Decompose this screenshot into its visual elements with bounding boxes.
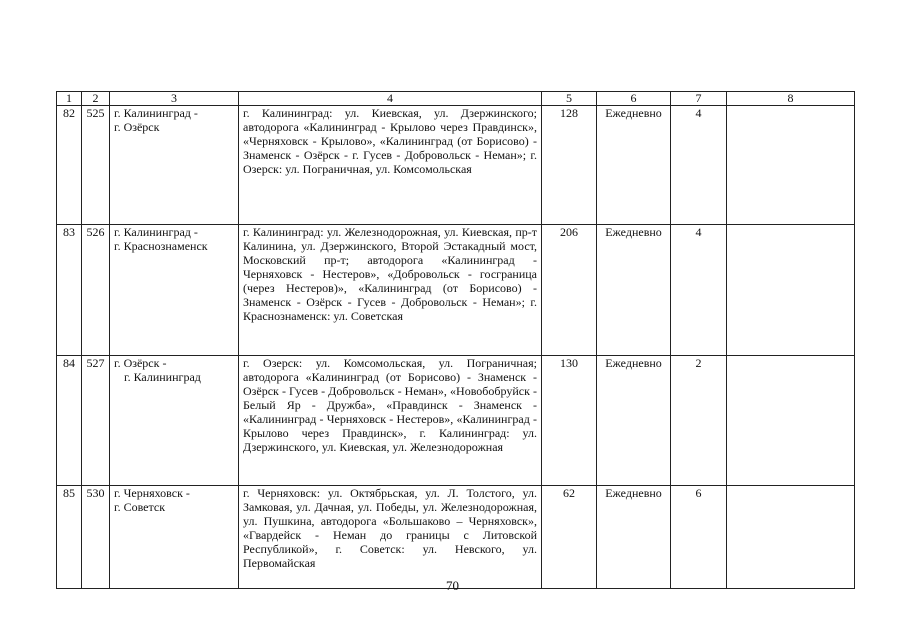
route-schedule: Ежедневно: [597, 106, 671, 225]
route-schedule: Ежедневно: [597, 225, 671, 356]
route-note: [727, 106, 855, 225]
route-length: 130: [542, 356, 597, 486]
row-number: 83: [57, 225, 82, 356]
route-start: г. Озёрск -: [114, 356, 167, 370]
route-path: г. Озерск: ул. Комсомольская, ул. Пограничная; автодорога «Калининград (от Борисово) - Знаменск - Озёрск - Гусев - Добровольск - Неман», «Новобобруйск - Белый Яр - Дружба», «Правдинск - Знаменск - «Калининград - Черняховск - Нестеров», «Калининград - Крылово через Правдинск», г. Калининград: ул. Дзержинского, ул. Киевская, ул. Железнодорожная: [239, 356, 542, 486]
route-path: г. Черняховск: ул. Октябрьская, ул. Л. Толстого, ул. Замковая, ул. Дачная, ул. Победы, ул. Железнодорожная, ул. Пушкина, автодорога «Большаково – Черняховск», «Гвардейск - Неман до границы с Литовской Республикой», г. Советск: ул. Невского, ул. Первомайская: [239, 486, 542, 589]
route-length: 128: [542, 106, 597, 225]
page-number: 70: [446, 578, 459, 593]
table-row: [57, 106, 855, 225]
route-name: [110, 356, 239, 486]
header-cell: 4: [239, 92, 542, 106]
routes-table: [56, 91, 855, 589]
table-row: [57, 225, 855, 356]
route-end: г. Озёрск: [114, 120, 160, 134]
trip-count: 4: [671, 106, 727, 225]
route-number: 530: [82, 486, 110, 589]
route-start: г. Калининград -: [114, 225, 198, 239]
header-cell: 2: [82, 92, 110, 106]
table-row: [57, 486, 855, 589]
route-start: г. Черняховск -: [114, 486, 190, 500]
row-number: 82: [57, 106, 82, 225]
route-end: г. Краснознаменск: [114, 239, 208, 253]
route-number: 526: [82, 225, 110, 356]
header-cell: 8: [727, 92, 855, 106]
row-number: 85: [57, 486, 82, 589]
route-length: 62: [542, 486, 597, 589]
header-cell: 7: [671, 92, 727, 106]
table-row: [57, 356, 855, 486]
route-schedule: Ежедневно: [597, 486, 671, 589]
header-cell: 5: [542, 92, 597, 106]
route-number: 527: [82, 356, 110, 486]
route-name: [110, 486, 239, 589]
route-end: г. Советск: [114, 500, 166, 514]
route-path: г. Калининград: ул. Киевская, ул. Дзержинского; автодорога «Калининград - Крылово через Правдинск», «Черняховск - Крылово», «Калининград (от Борисово) - Знаменск - Озёрск - г. Гусев - Добровольск - Неман»; г. Озерск: ул. Пограничная, ул. Комсомольская: [239, 106, 542, 225]
route-path: г. Калининград: ул. Железнодорожная, ул. Киевская, пр-т Калинина, ул. Дзержинского, Второй Эстакадный мост, Московский пр-т; автодорога «Калининград - Черняховск - Нестеров», «Добровольск - госграница (через Нестеров)», «Калининград (от Борисово) - Знаменск - Озёрск - Гусев - Добровольск - Неман»; г. Краснознаменск: ул. Советская: [239, 225, 542, 356]
route-name: [110, 106, 239, 225]
header-row: [57, 92, 855, 106]
route-note: [727, 486, 855, 589]
route-note: [727, 356, 855, 486]
route-end: г. Калининград: [124, 370, 201, 384]
route-length: 206: [542, 225, 597, 356]
route-start: г. Калининград -: [114, 106, 198, 120]
trip-count: 6: [671, 486, 727, 589]
header-cell: 1: [57, 92, 82, 106]
route-schedule: Ежедневно: [597, 356, 671, 486]
route-note: [727, 225, 855, 356]
trip-count: 4: [671, 225, 727, 356]
row-number: 84: [57, 356, 82, 486]
route-number: 525: [82, 106, 110, 225]
header-cell: 6: [597, 92, 671, 106]
trip-count: 2: [671, 356, 727, 486]
route-name: [110, 225, 239, 356]
header-cell: 3: [110, 92, 239, 106]
